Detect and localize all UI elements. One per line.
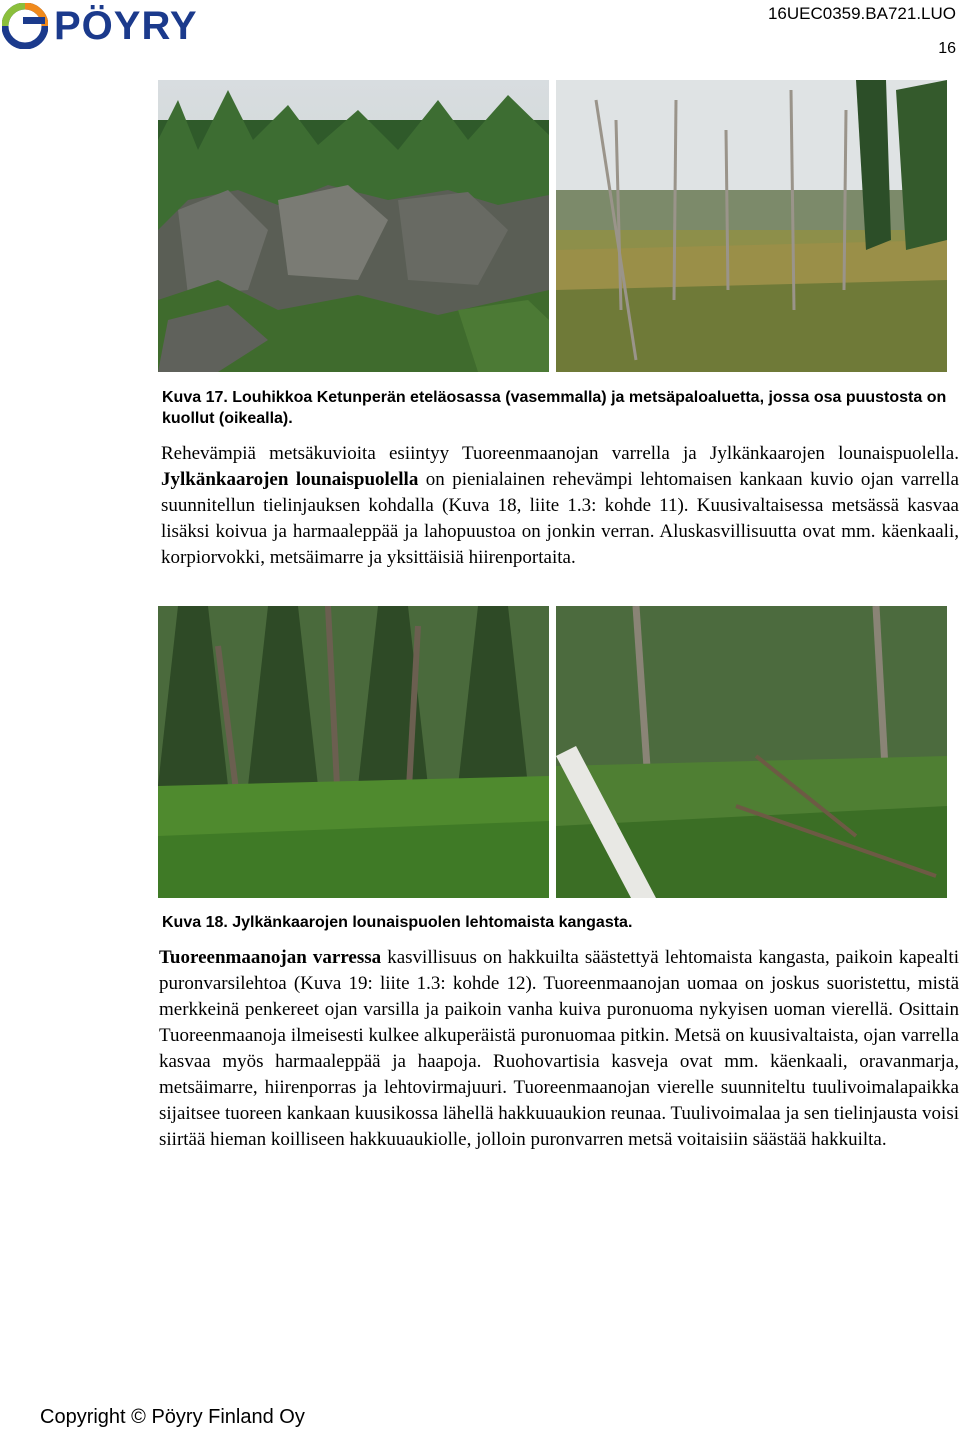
burned-forest-photo bbox=[556, 80, 947, 372]
poyry-logo-icon bbox=[2, 3, 48, 49]
page-number: 16 bbox=[938, 40, 956, 57]
fern-forest-photo bbox=[556, 606, 947, 898]
document-id: 16UEC0359.BA721.LUO bbox=[767, 4, 956, 23]
logo-wordmark: PÖYRY bbox=[54, 4, 198, 48]
figure-18-caption: Kuva 18. Jylkänkaarojen lounaispuolen lehtomaista kangasta. bbox=[162, 914, 633, 931]
paragraph-2 bbox=[159, 945, 959, 1153]
paragraph-1 bbox=[161, 441, 959, 571]
paragraph-1-bold: Jylkänkaarojen lounaispuolella bbox=[161, 469, 419, 490]
boulder-field-photo bbox=[158, 80, 549, 372]
footer-copyright: Copyright © Pöyry Finland Oy bbox=[40, 1406, 305, 1428]
paragraph-1-intro: Rehevämpiä metsäkuvioita esiintyy Tuoreenmaanojan varrella ja Jylkänkaarojen lounaispuolella. bbox=[161, 443, 959, 464]
figure-17-caption: Kuva 17. Louhikkoa Ketunperän eteläosassa (vasemmalla) ja metsäpaloaluetta, jossa osa puustosta on kuollut (oikealla). bbox=[162, 389, 947, 427]
poyry-logo bbox=[2, 2, 198, 50]
paragraph-2-bold: Tuoreenmaanojan varressa bbox=[159, 947, 382, 968]
spruce-forest-photo bbox=[158, 606, 549, 898]
paragraph-1-rest: on pienialainen rehevämpi lehtomaisen kankaan kuvio ojan varrella suunnitellun tielinjauksen kohdalla (Kuva 18, liite 1.3: kohde 11). Kuusivaltaisessa metsässä kasvaa lisäksi koivua ja harmaaleppää ja lahopuustoa on jonkin verran. Aluskasvillisuutta ovat mm. käenkaali, korpiorvokki, metsäimarre ja yksittäisiä hiirenportaita. bbox=[161, 469, 959, 568]
paragraph-2-rest: kasvillisuus on hakkuilta säästettyä lehtomaista kangasta, paikoin kapealti puronvarsilehtoa (Kuva 19: liite 1.3: kohde 12). Tuoreenmaanojan uomaa on joskus suoristettu, mistä merkkeinä penkereet ojan varsilla ja paikoin vanha kuiva puronuoma nykyisen uoman vierellä. Osittain Tuoreenmaanoja ilmeisesti kulkee alkuperäistä puronuomaa pitkin. Metsä on kuusivaltaista, ojan varrella kasvaa myös harmaaleppää ja haapoja. Ruohovartisia kasveja ovat mm. käenkaali, oravanmarja, metsäimarre, hiirenporras ja lehtovirmajuuri. Tuoreenmaanojan vierelle suunniteltu tuulivoimalapaikka sijaitsee tuoreen kankaan kuusikossa lähellä hakkuuaukion reunaa. Tuulivoimalaa ja sen tielinjausta voisi siirtää hieman koilliseen hakkuuaukiolle, jolloin puronvarren metsä voitaisiin säästää hakkuilta. bbox=[159, 947, 959, 1150]
